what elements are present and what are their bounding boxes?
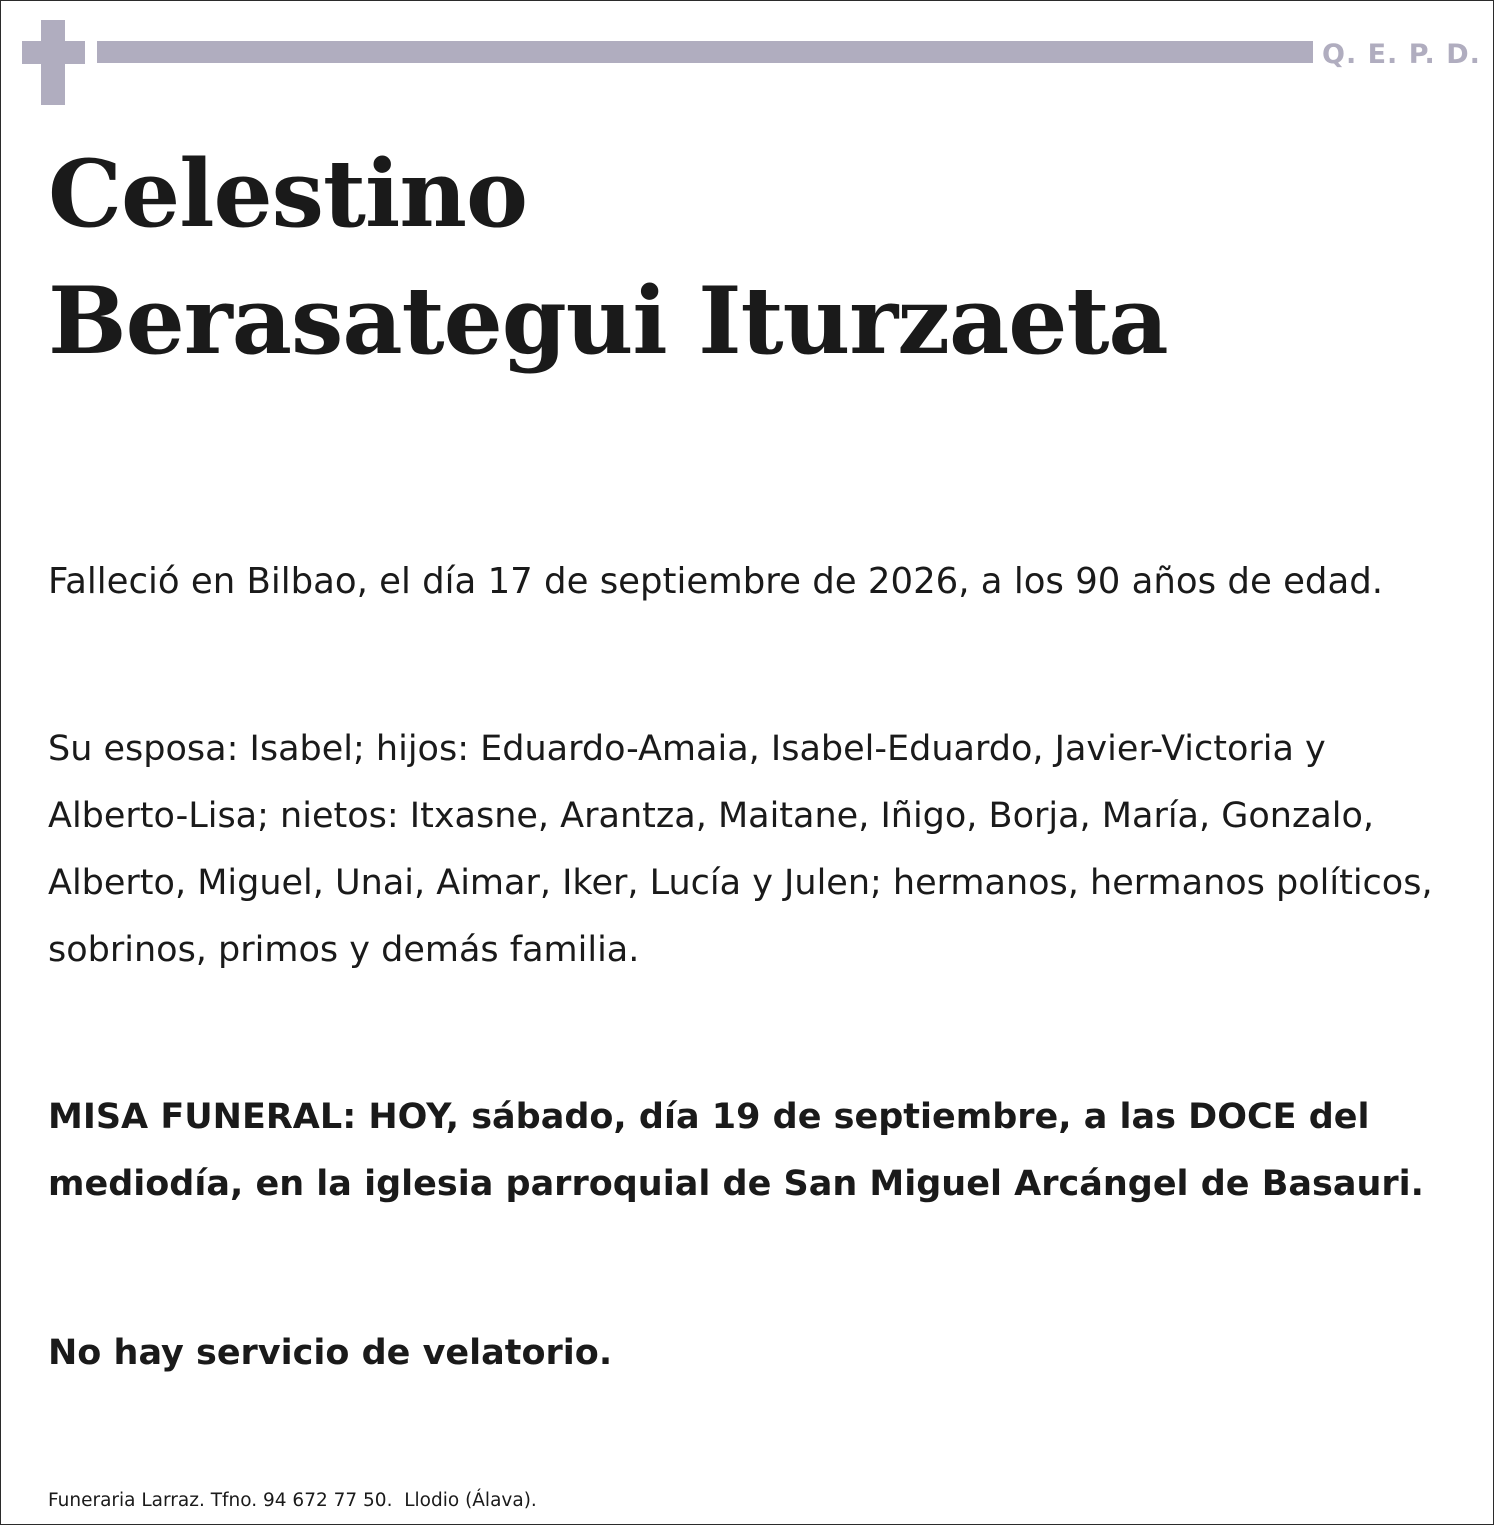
wake-notice-paragraph: No hay servicio de velatorio.: [48, 1333, 613, 1373]
deceased-surnames: Berasategui Iturzaeta: [48, 266, 1168, 375]
family-paragraph: Su esposa: Isabel; hijos: Eduardo-Amaia, Isabel-Eduardo, Javier-Victoria y Alberto-Lisa; nietos: Itxasne, Arantza, Maitane, Iñigo, Borja, María, Gonzalo, Alberto, Miguel, Unai, Aimar, Iker, Lucía y Julen; hermanos, hermanos políticos, sobrinos, primos y demás familia.: [48, 729, 1433, 970]
deceased-first-name: Celestino: [48, 139, 527, 248]
deceased-name: [48, 130, 1448, 384]
funeral-home-footer: Funeraria Larraz. Tfno. 94 672 77 50. Llodio (Álava).: [48, 1490, 537, 1511]
header-rule: [97, 41, 1313, 63]
latin-cross-icon: [22, 20, 85, 105]
qepd-label: Q. E. P. D.: [1322, 39, 1481, 70]
funeral-mass-paragraph: MISA FUNERAL: HOY, sábado, día 19 de septiembre, a las DOCE del mediodía, en la iglesia parroquial de San Miguel Arcángel de Basauri.: [48, 1097, 1424, 1204]
death-notice-paragraph: Falleció en Bilbao, el día 17 de septiembre de 2026, a los 90 años de edad.: [48, 561, 1384, 602]
cross-horizontal-beam: [22, 41, 85, 64]
